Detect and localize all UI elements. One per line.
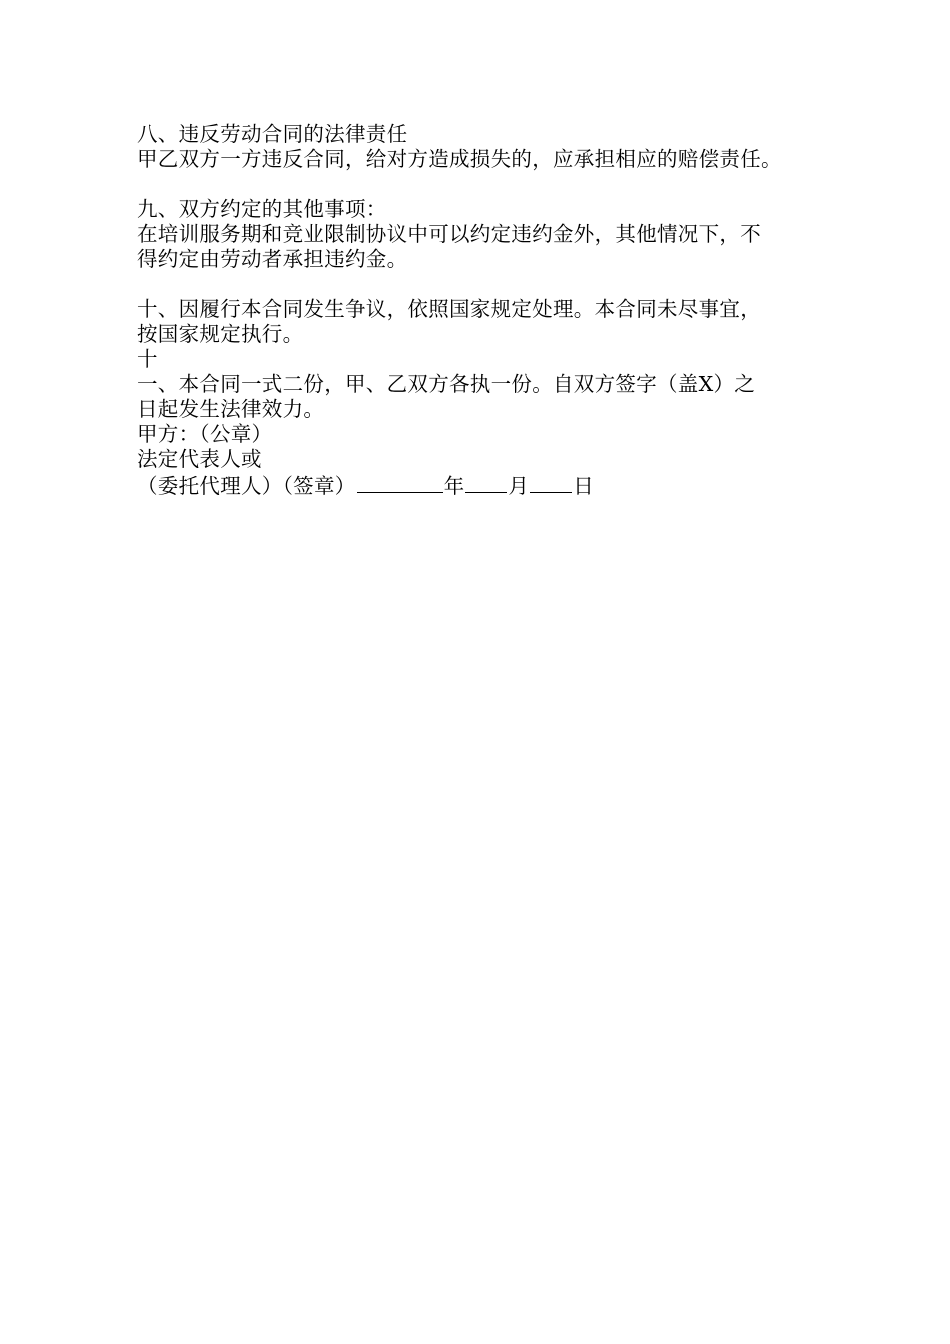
- section-9-body-line-1: 在培训服务期和竞业限制协议中可以约定违约金外，其他情况下，不: [137, 222, 761, 246]
- day-blank[interactable]: [530, 472, 572, 493]
- section-8-body: 甲乙双方一方违反合同，给对方造成损失的，应承担相应的赔偿责任。: [137, 147, 782, 171]
- legal-representative-label: 法定代表人或: [137, 447, 262, 471]
- section-11-line-2: 日起发生法律效力。: [137, 397, 325, 421]
- section-9-body-line-2: 得约定由劳动者承担违约金。: [137, 247, 408, 271]
- section-11-line-1: 一、本合同一式二份，甲、乙双方各执一份。自双方签字（盖X）之: [137, 372, 756, 396]
- year-label: 年: [443, 474, 465, 498]
- section-9-heading: 九、双方约定的其他事项：: [137, 197, 387, 221]
- section-8-heading: 八、违反劳动合同的法律责任: [137, 122, 408, 146]
- day-label: 日: [573, 474, 594, 498]
- month-label: 月: [508, 474, 530, 498]
- year-blank[interactable]: [357, 472, 443, 493]
- agent-signature-label: （委托代理人）（签章）: [137, 474, 356, 498]
- paragraph-spacer: [137, 172, 837, 197]
- section-10-line-2: 按国家规定执行。: [137, 322, 304, 346]
- section-11-numeral: 十: [137, 347, 158, 371]
- party-a-seal-label: 甲方：（公章）: [137, 422, 273, 446]
- contract-text: [137, 122, 837, 497]
- month-blank[interactable]: [465, 472, 507, 493]
- paragraph-spacer: [137, 272, 837, 297]
- section-10-line-1: 十、因履行本合同发生争议，依照国家规定处理。本合同未尽事宜，: [137, 297, 761, 321]
- signature-date-line: [137, 472, 837, 497]
